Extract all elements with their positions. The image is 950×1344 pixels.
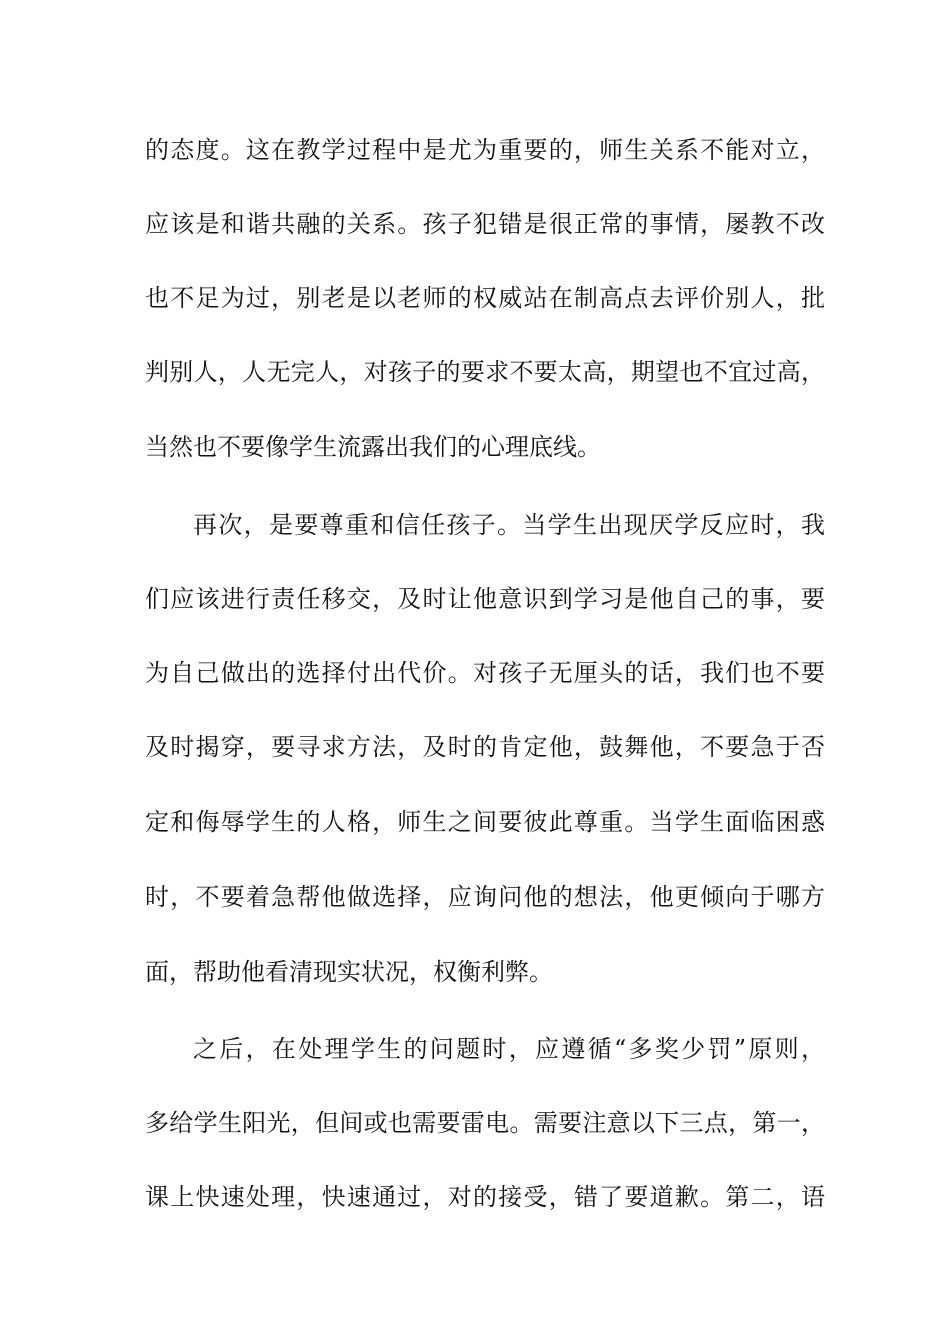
text-line-3: 也不足为过，别老是以老师的权威站在制高点去评价别人，批 xyxy=(145,284,825,312)
text-line-1: 的态度。这在教学过程中是尤为重要的，师生关系不能对立， xyxy=(145,136,825,164)
text-line-11: 时，不要着急帮他做选择，应询问他的想法，他更倾向于哪方 xyxy=(145,883,825,911)
text-line-9: 及时揭穿，要寻求方法，及时的肯定他，鼓舞他，不要急于否 xyxy=(145,733,825,761)
text-line-2: 应该是和谐共融的关系。孩子犯错是很正常的事情，屡教不改 xyxy=(145,210,825,238)
text-line-8: 为自己做出的选择付出代价。对孩子无厘头的话，我们也不要 xyxy=(145,659,825,687)
text-line-12: 面，帮助他看清现实状况，权衡利弊。 xyxy=(145,958,553,986)
text-line-15: 课上快速处理，快速通过，对的接受，错了要道歉。第二，语 xyxy=(145,1183,825,1211)
text-line-14: 多给学生阳光，但间或也需要雷电。需要注意以下三点，第一， xyxy=(145,1109,825,1137)
text-line-4: 判别人，人无完人，对孩子的要求不要太高，期望也不宜过高， xyxy=(145,358,825,386)
text-line-10: 定和侮辱学生的人格，师生之间要彼此尊重。当学生面临困惑 xyxy=(145,808,825,836)
text-line-7: 们应该进行责任移交，及时让他意识到学习是他自己的事，要 xyxy=(145,585,825,613)
text-line-5: 当然也不要像学生流露出我们的心理底线。 xyxy=(145,433,601,461)
text-line-13: 之后，在处理学生的问题时，应遵循“多奖少罚”原则， xyxy=(193,1035,825,1063)
text-line-6: 再次，是要尊重和信任孩子。当学生出现厌学反应时，我 xyxy=(193,511,825,539)
